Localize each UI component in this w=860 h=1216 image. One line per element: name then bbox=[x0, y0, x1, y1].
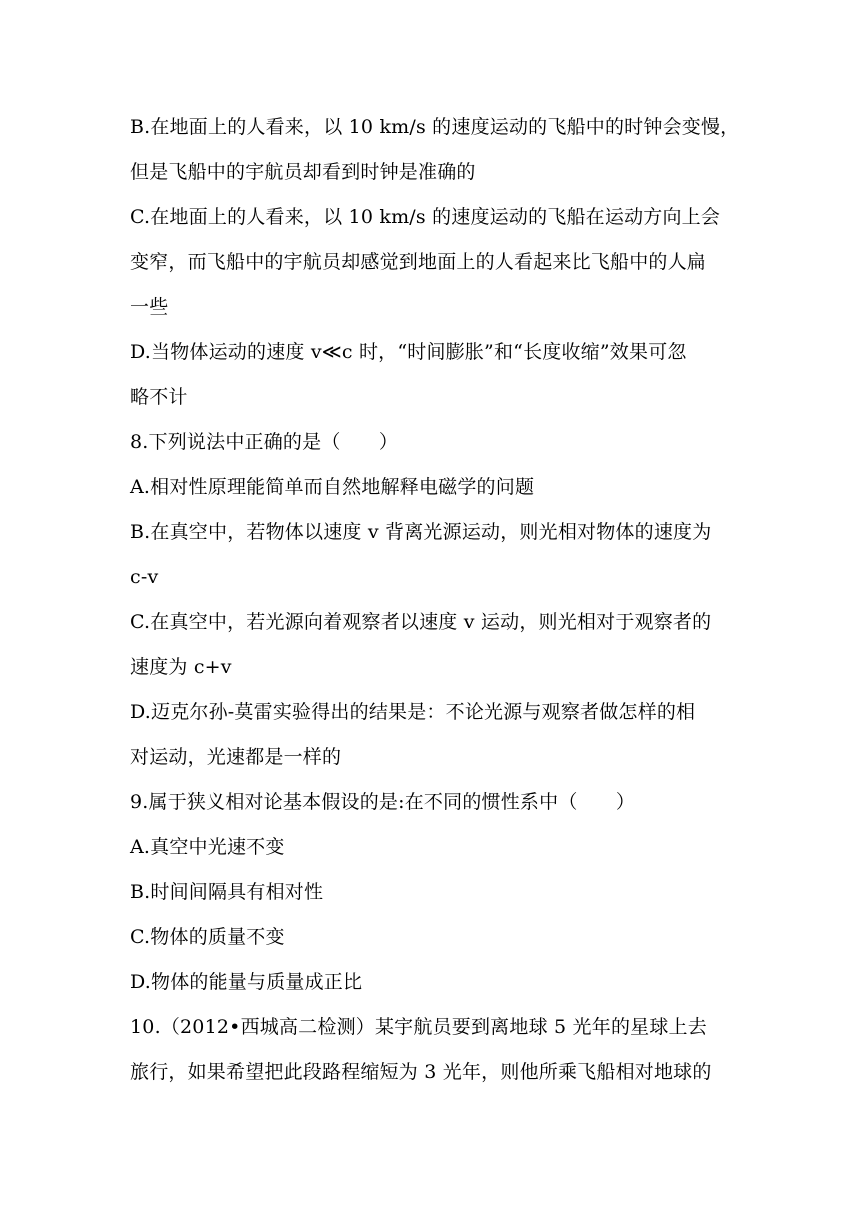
option-c: C.在真空中，若光源向着观察者以速度 v 运动，则光相对于观察者的 bbox=[130, 611, 712, 633]
option-d: D.物体的能量与质量成正比 bbox=[130, 971, 363, 993]
option-b: B.在真空中，若物体以速度 v 背离光源运动，则光相对物体的速度为 bbox=[130, 521, 712, 543]
text-line: 略不计 bbox=[130, 386, 188, 408]
option-c: C.物体的质量不变 bbox=[130, 926, 285, 948]
option-b: B.时间间隔具有相对性 bbox=[130, 881, 324, 903]
question-10-stem: 10.（2012•西城高二检测）某宇航员要到离地球 5 光年的星球上去 bbox=[130, 1016, 707, 1038]
text-line: c-v bbox=[130, 566, 159, 588]
text-line: 对运动，光速都是一样的 bbox=[130, 746, 342, 768]
question-9-stem: 9.属于狭义相对论基本假设的是:在不同的惯性系中（ ） bbox=[130, 791, 636, 813]
text-line: C.在地面上的人看来，以 10 km/s 的速度运动的飞船在运动方向上会 bbox=[130, 206, 721, 228]
text-line: B.在地面上的人看来，以 10 km/s 的速度运动的飞船中的时钟会变慢， bbox=[130, 116, 740, 138]
text-line: 一些 bbox=[130, 296, 169, 318]
text-line: 速度为 c+v bbox=[130, 656, 232, 678]
option-a: A.真空中光速不变 bbox=[130, 836, 285, 858]
option-a: A.相对性原理能简单而自然地解释电磁学的问题 bbox=[130, 476, 535, 498]
question-8-stem: 8.下列说法中正确的是（ ） bbox=[130, 431, 399, 453]
text-line: 但是飞船中的宇航员却看到时钟是准确的 bbox=[130, 161, 476, 183]
text-line: 变窄，而飞船中的宇航员却感觉到地面上的人看起来比飞船中的人扁 bbox=[130, 251, 707, 273]
text-line: 旅行，如果希望把此段路程缩短为 3 光年，则他所乘飞船相对地球的 bbox=[130, 1061, 712, 1083]
text-line: D.当物体运动的速度 v≪c 时，“时间膨胀”和“长度收缩”效果可忽 bbox=[130, 341, 687, 363]
option-d: D.迈克尔孙-莫雷实验得出的结果是：不论光源与观察者做怎样的相 bbox=[130, 701, 696, 723]
